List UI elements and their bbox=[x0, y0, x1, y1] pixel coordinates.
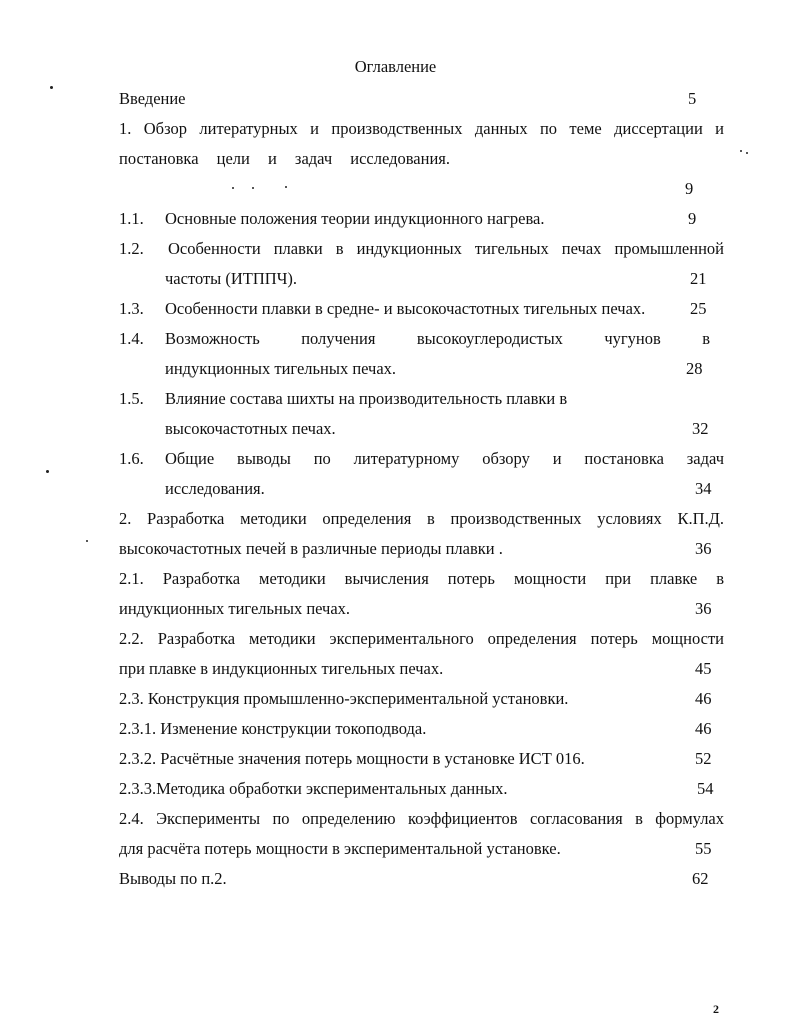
toc-entry-1-5-line2: высокочастотных печах. bbox=[165, 419, 336, 438]
toc-entry-page: 55 bbox=[695, 839, 712, 858]
toc-entry-page: 62 bbox=[692, 869, 709, 888]
toc-entry-2-line1: 2. Разработка методики определения в производственных условиях К.П.Д. bbox=[119, 509, 724, 528]
toc-entry-page: 36 bbox=[695, 539, 712, 558]
scan-speck bbox=[746, 152, 748, 154]
toc-entry-page: 45 bbox=[695, 659, 712, 678]
toc-entry-page: 5 bbox=[688, 89, 697, 108]
toc-title: Оглавление bbox=[354, 57, 437, 76]
toc-entry-number: 1.5. bbox=[119, 389, 144, 408]
toc-entry-1-2-line2: частоты (ИТППЧ). bbox=[165, 269, 298, 288]
toc-entry-1-1: Основные положения теории индукционного нагрева. bbox=[165, 209, 545, 228]
toc-entry-2-1-line2: индукционных тигельных печах. bbox=[119, 599, 351, 618]
toc-entry-2-4-line2: для расчёта потерь мощности в экспериментальной установке. bbox=[119, 839, 561, 858]
toc-entry-number: 1.2. bbox=[119, 239, 144, 258]
toc-entry-page: 25 bbox=[690, 299, 707, 318]
toc-entry-page: 32 bbox=[692, 419, 709, 438]
scan-speck bbox=[46, 470, 49, 473]
toc-entry-2-2-line2: при плавке в индукционных тигельных печах. bbox=[119, 659, 444, 678]
toc-entry-page: 9 bbox=[685, 179, 694, 198]
toc-entry-2-3-3: 2.3.3.Методика обработки экспериментальных данных. bbox=[119, 779, 508, 798]
toc-entry-1-4-line1: Возможность получения высокоуглеродистых чугунов в bbox=[165, 329, 710, 348]
toc-entry-1-2-line1: Особенности плавки в индукционных тигельных печах промышленной bbox=[168, 239, 724, 258]
toc-entry-page: 52 bbox=[695, 749, 712, 768]
toc-entry-text: Введение bbox=[119, 89, 186, 108]
scan-speck bbox=[50, 86, 53, 89]
toc-entry-number: 1.3. bbox=[119, 299, 144, 318]
toc-entry-2-4-line1: 2.4. Эксперименты по определению коэффициентов согласования в формулах bbox=[119, 809, 724, 828]
toc-entry-2-3: 2.3. Конструкция промышленно-экспериментальной установки. bbox=[119, 689, 569, 708]
scan-speck bbox=[740, 150, 742, 152]
toc-entry-page: 36 bbox=[695, 599, 712, 618]
toc-entry-1-line2: постановка цели и задач исследования. bbox=[119, 149, 450, 168]
toc-entry-page: 21 bbox=[690, 269, 707, 288]
toc-entry-2-2-line1: 2.2. Разработка методики экспериментального определения потерь мощности bbox=[119, 629, 724, 648]
toc-entry-1-6-line1: Общие выводы по литературному обзору и постановка задач bbox=[165, 449, 724, 468]
toc-entry-2-line2: высокочастотных печей в различные периоды плавки . bbox=[119, 539, 503, 558]
toc-entry-1-6-line2: исследования. bbox=[165, 479, 265, 498]
toc-entry-conclusions: Выводы по п.2. bbox=[119, 869, 227, 888]
scan-speck bbox=[285, 186, 287, 188]
toc-entry-page: 34 bbox=[695, 479, 712, 498]
toc-entry-intro bbox=[119, 84, 724, 114]
toc-entry-2-3-2: 2.3.2. Расчётные значения потерь мощности в установке ИСТ 016. bbox=[119, 749, 585, 768]
toc-entry-1-4-line2: индукционных тигельных печах. bbox=[165, 359, 397, 378]
toc-entry-2-3-1: 2.3.1. Изменение конструкции токоподвода. bbox=[119, 719, 427, 738]
toc-entry-number: 1.4. bbox=[119, 329, 144, 348]
toc-entry-page: 9 bbox=[688, 209, 697, 228]
toc-entry-1-line1: 1. Обзор литературных и производственных данных по теме диссертации и bbox=[119, 119, 724, 138]
toc-entry-number: 1.1. bbox=[119, 209, 144, 228]
toc-entry-page: 46 bbox=[695, 689, 712, 708]
toc-entry-page: 54 bbox=[697, 779, 714, 798]
toc-entry-page: 28 bbox=[686, 359, 703, 378]
scan-speck bbox=[252, 187, 254, 189]
toc-entry-number: 1.6. bbox=[119, 449, 144, 468]
toc-entry-1-3: Особенности плавки в средне- и высокочастотных тигельных печах. bbox=[165, 299, 646, 318]
page-number: 2 bbox=[713, 1002, 719, 1016]
toc-entry-2-1-line1: 2.1. Разработка методики вычисления потерь мощности при плавке в bbox=[119, 569, 724, 588]
scan-speck bbox=[232, 187, 234, 189]
toc-entry-page: 46 bbox=[695, 719, 712, 738]
scan-speck bbox=[86, 540, 88, 542]
toc-entry-1-5-line1: Влияние состава шихты на производительность плавки в bbox=[165, 389, 568, 408]
